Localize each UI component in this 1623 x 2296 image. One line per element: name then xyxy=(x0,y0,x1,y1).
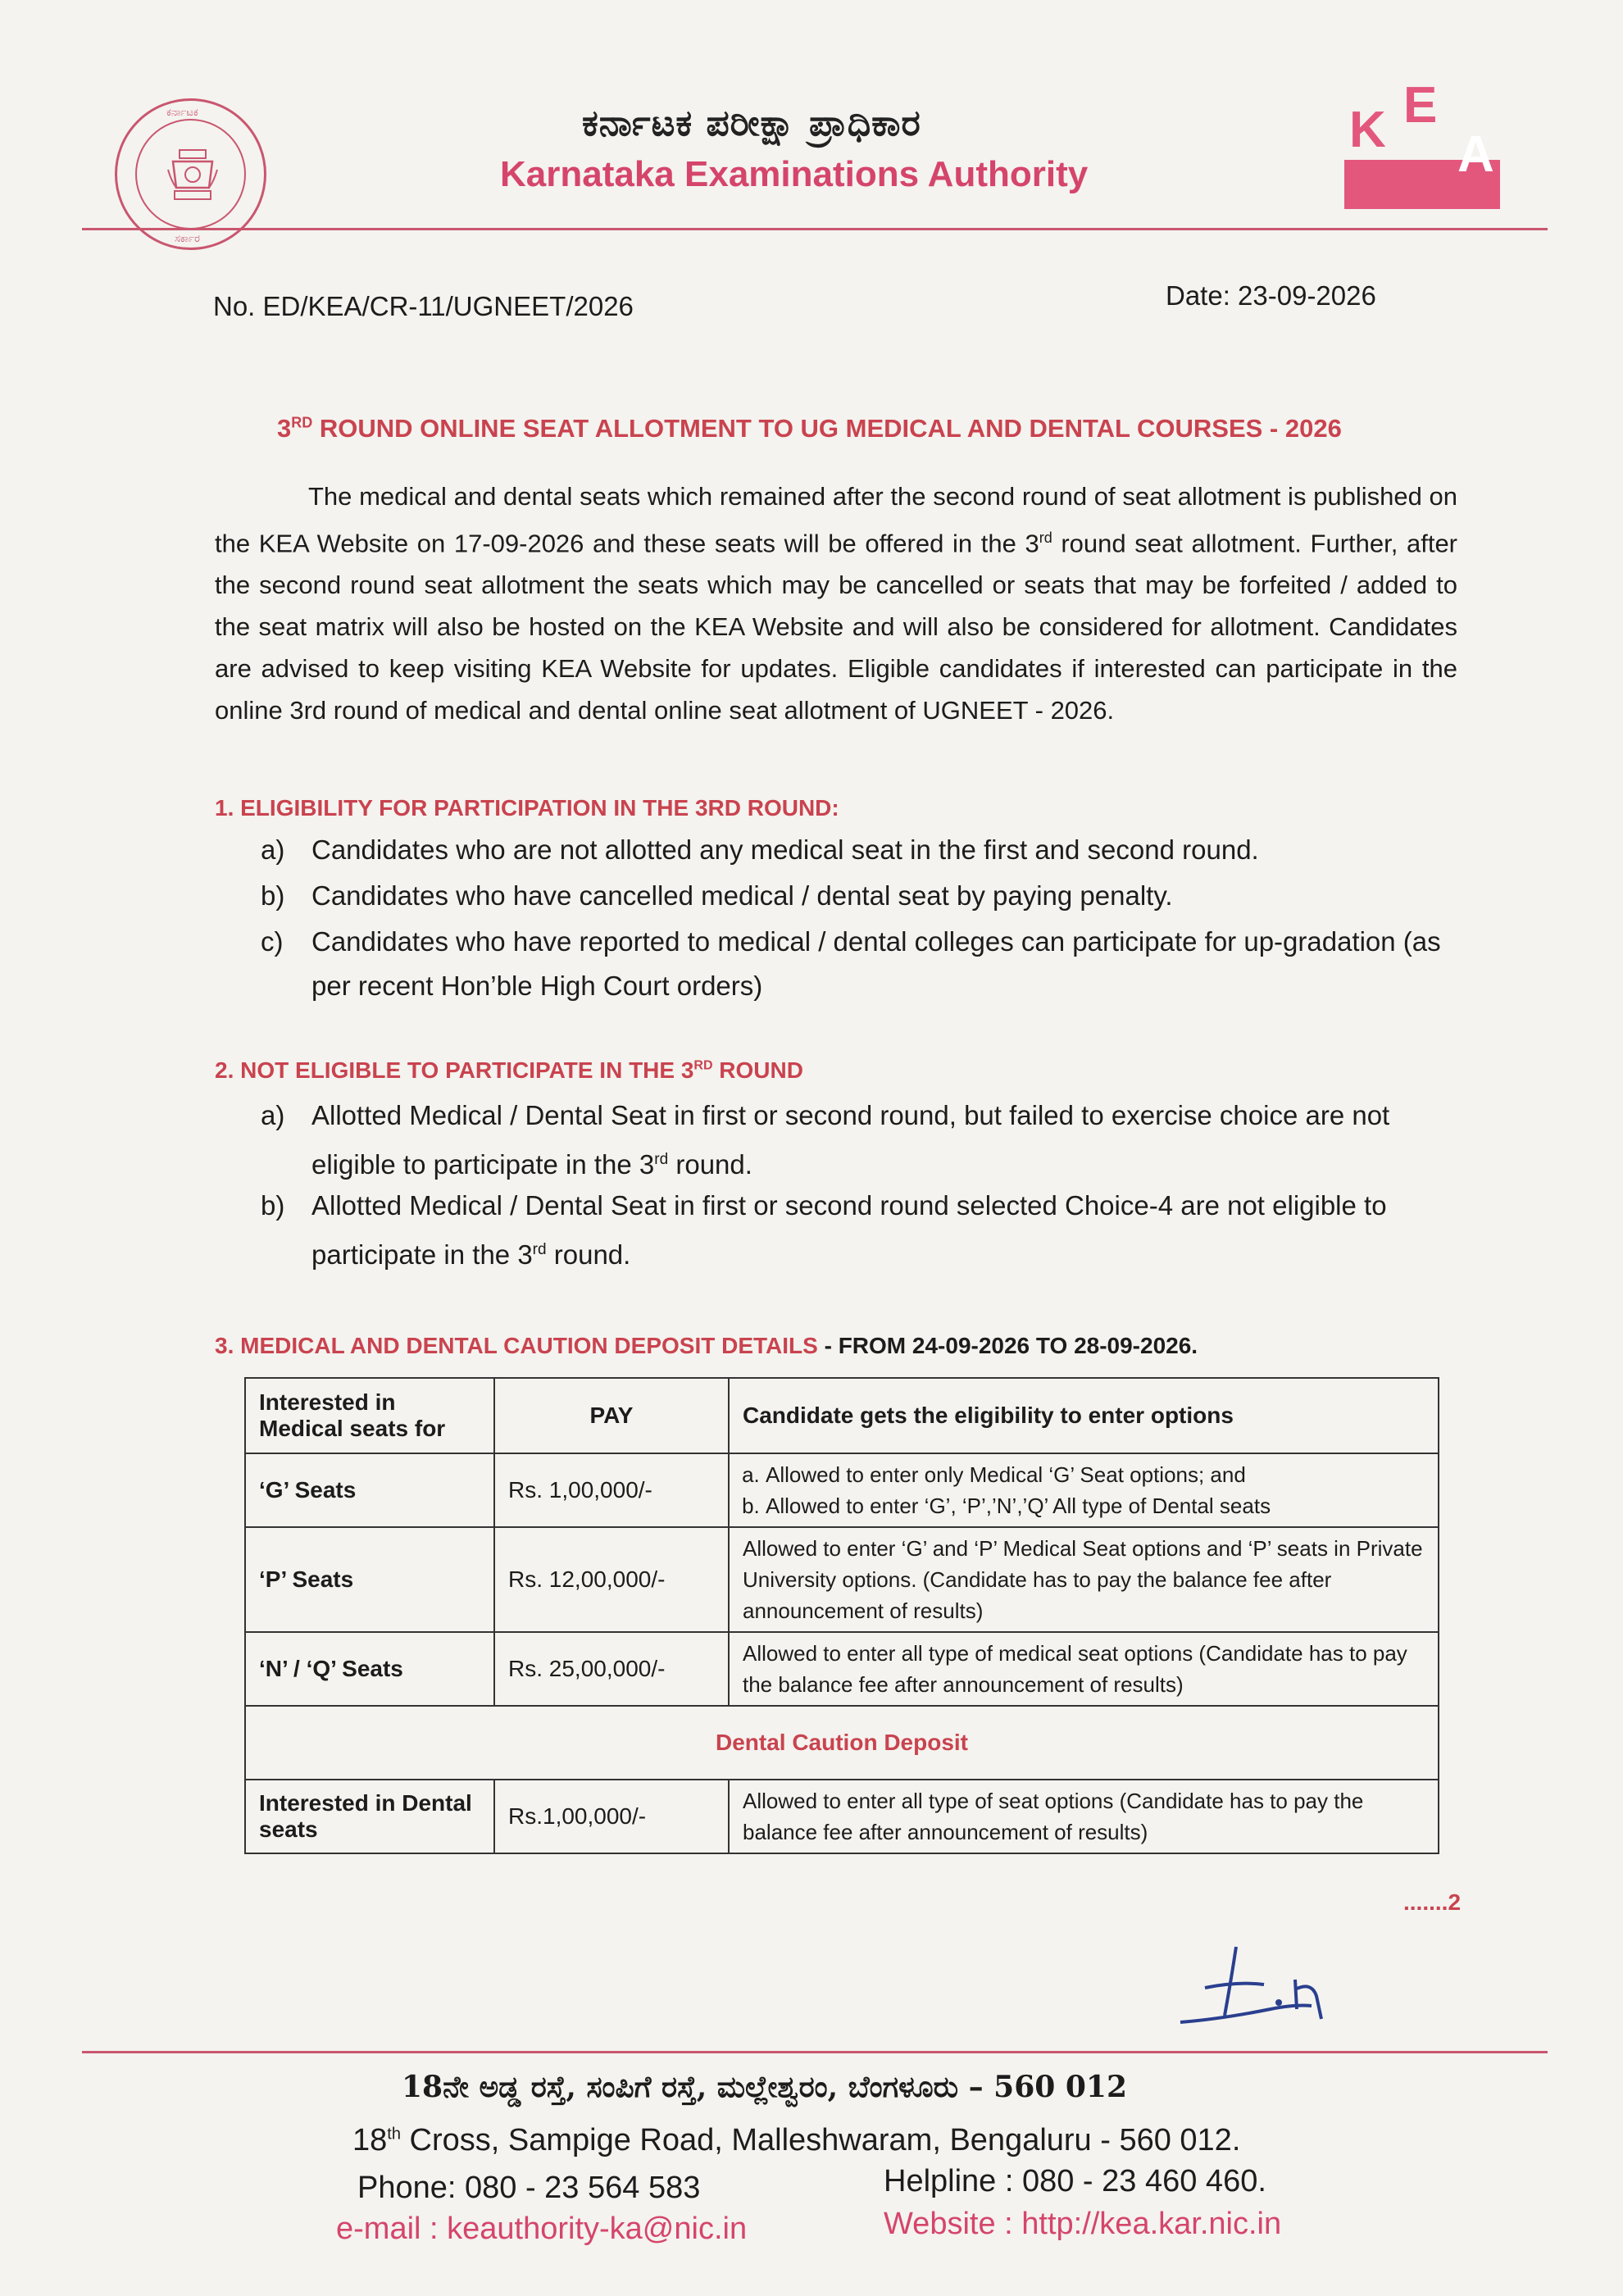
authority-name-english: Karnataka Examinations Authority xyxy=(500,154,1089,194)
notice-title: 3RD ROUND ONLINE SEAT ALLOTMENT TO UG MEDICAL AND DENTAL COURSES - 2026 xyxy=(277,414,1342,443)
list-item: b) Candidates who have cancelled medical / dental seat by paying penalty. xyxy=(261,880,1173,911)
reference-number: No. ED/KEA/CR-11/UGNEET/2026 xyxy=(213,291,634,321)
caution-deposit-table xyxy=(244,1377,1439,1854)
table-header-cell: Interested in Medical seats for xyxy=(245,1378,494,1453)
footer-website-link[interactable]: Website : http://kea.kar.nic.in xyxy=(884,2207,1282,2241)
footer-address-kannada: 18ನೇ ಅಡ್ಡ ರಸ್ತೆ, ಸಂಪಿಗೆ ರಸ್ತೆ, ಮಲ್ಲೇಶ್ವರಂ, ಬೆಂಗಳೂರು – 560 012 xyxy=(402,2070,1127,2104)
header-divider xyxy=(82,228,1548,230)
footer-email-link[interactable]: e-mail : keauthority-ka@nic.in xyxy=(336,2212,748,2246)
table-header-cell: PAY xyxy=(494,1378,729,1453)
section-2-heading: 2. NOT ELIGIBLE TO PARTICIPATE IN THE 3RD ROUND xyxy=(215,1057,803,1083)
dental-heading-row: Dental Caution Deposit xyxy=(245,1706,1439,1780)
table-row: ‘P’ Seats Rs. 12,00,000/- Allowed to enter ‘G’ and ‘P’ Medical Seat options and ‘P’ seats in Private University options. (Candidate has to pay the balance fee after announcement of results) xyxy=(245,1527,1439,1632)
document-date: Date: 23-09-2026 xyxy=(1166,280,1376,311)
logo-letter-e: E xyxy=(1403,77,1438,134)
footer-divider xyxy=(82,2051,1548,2053)
section-3-heading: 3. MEDICAL AND DENTAL CAUTION DEPOSIT DETAILS - FROM 24-09-2026 TO 28-09-2026. xyxy=(215,1333,1198,1358)
list-item: b) Allotted Medical / Dental Seat in first or second round selected Choice-4 are not eligible to participate in the 3rd round. xyxy=(261,1190,1387,1270)
table-row: ‘G’ Seats Rs. 1,00,000/- a. Allowed to enter only Medical ‘G’ Seat options; and b. Allowed to enter ‘G’, ‘P’,’N’,’Q’ All type of Dental seats xyxy=(245,1453,1439,1527)
page-continuation: .......2 xyxy=(1403,1889,1462,1915)
kea-logo xyxy=(1344,78,1500,209)
seal-text-top: ಕರ್ನಾಟಕ xyxy=(166,106,198,118)
intro-paragraph: The medical and dental seats which remained after the second round of seat allotment is published on the KEA Website on 17-09-2026 and these seats will be offered in the 3rd round seat allotment. Further, after the second round seat allotment the seats which may be cancelled or seats that may be forfeited / added to the seat matrix will also be hosted on the KEA Website and will also be considered for allotment. Candidates are advised to keep visiting KEA Website for updates. Eligible candidates if interested can participate in the online 3rd round of medical and dental online seat allotment of UGNEET - 2026. xyxy=(215,482,1458,725)
table-row: ‘N’ / ‘Q’ Seats Rs. 25,00,000/- Allowed to enter all type of medical seat options (Candidate has to pay the balance fee after announcement of results) xyxy=(245,1632,1439,1706)
list-item: c) Candidates who have reported to medical / dental colleges can participate for up-gradation (as per recent Hon’ble High Court orders) xyxy=(261,926,1441,1001)
footer-phone: Phone: 080 - 23 564 583 xyxy=(357,2171,701,2205)
list-item: a) Candidates who are not allotted any medical seat in the first and second round. xyxy=(261,834,1259,865)
signature-image xyxy=(1172,1930,1361,2037)
authority-name-kannada: ಕರ್ನಾಟಕ ಪರೀಕ್ಷಾ ಪ್ರಾಧಿಕಾರ xyxy=(582,102,921,144)
section-1-heading: 1. ELIGIBILITY FOR PARTICIPATION IN THE 3RD ROUND: xyxy=(215,795,839,821)
table-header-cell: Candidate gets the eligibility to enter options xyxy=(729,1378,1439,1453)
footer-address: 18th Cross, Sampige Road, Malleshwaram, Bengaluru - 560 012. xyxy=(352,2123,1241,2157)
g-seat-options-list: a. Allowed to enter only Medical ‘G’ Seat options; and b. Allowed to enter ‘G’, ‘P’,’N’,’Q’ All type of Dental seats xyxy=(743,1459,1425,1521)
emblem-icon xyxy=(165,145,220,204)
footer-helpline: Helpline : 080 - 23 460 460. xyxy=(884,2164,1266,2198)
seal-text-bottom: ಸರ್ಕಾರ xyxy=(175,232,200,244)
list-item: a) Allotted Medical / Dental Seat in first or second round, but failed to exercise choice are not eligible to participate in the 3rd round. xyxy=(261,1100,1390,1180)
logo-letter-k: K xyxy=(1349,102,1386,158)
logo-letter-a: A xyxy=(1457,126,1494,183)
table-row: Interested in Dental seats Rs.1,00,000/- Allowed to enter all type of seat options (Candidate has to pay the balance fee after announcement of results) xyxy=(245,1780,1439,1853)
table-header-row xyxy=(245,1378,1439,1453)
